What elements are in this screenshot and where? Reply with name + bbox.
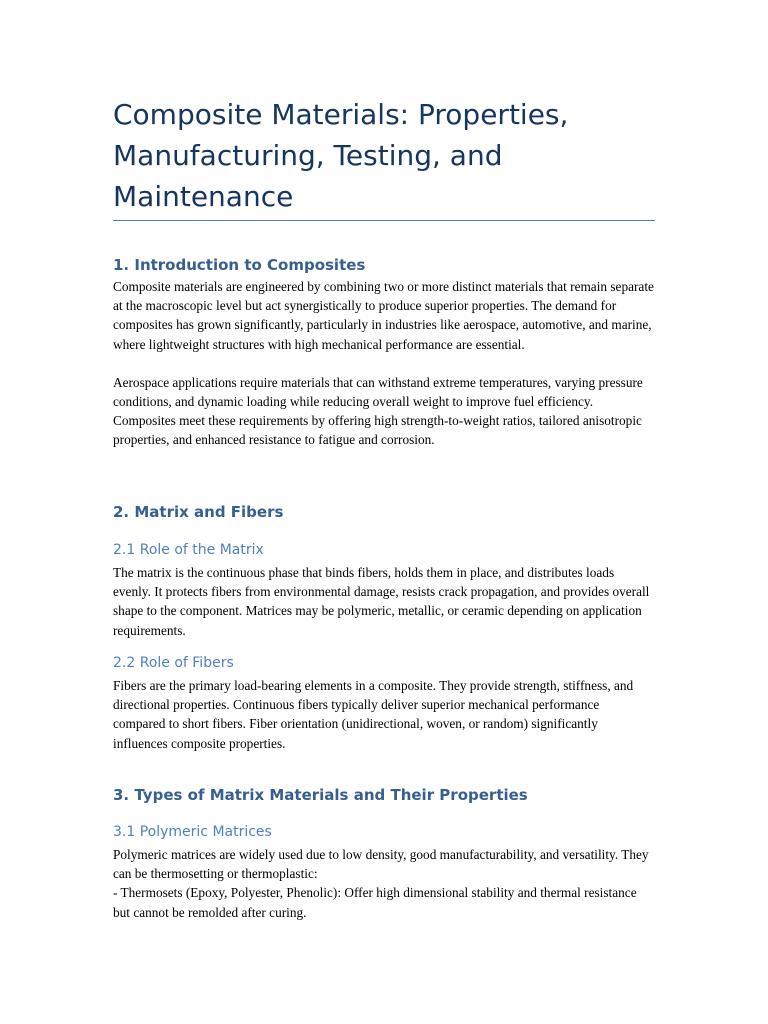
paragraph: The matrix is the continuous phase that binds fibers, holds them in place, and distributes loads evenly. It protects fibers from environmental damage, resists crack propagation, and provides overall shape to the component. Matrices may be polymeric, metallic, or ceramic depending on application requirements. [113,565,650,638]
paragraph: Polymeric matrices are widely used due to low density, good manufacturability, and versatility. They can be thermosetting or thermoplastic: [113,847,649,882]
paragraph: Aerospace applications require materials that can withstand extreme temperatures, varying pressure conditions, and dynamic loading while reducing overall weight to improve fuel efficiency. Composites meet these requirements by offering high strength-to-weight ratios, tailored anisotropic properties, and enhanced resistance to fatigue and corrosion. [113,374,643,448]
section-heading: 2. Matrix and Fibers [113,503,284,521]
section-matrix-and-fibers [113,502,655,522]
section-matrix-types [113,785,655,805]
subsection-polymeric-matrices [113,823,655,922]
subsection-role-of-fibers [113,654,655,753]
title-divider [113,220,655,221]
list-item: - Thermosets (Epoxy, Polyester, Phenolic): Offer high dimensional stability and thermal resistance but cannot be remolded after curing. [113,885,637,920]
paragraph: Fibers are the primary load-bearing elements in a composite. They provide strength, stiffness, and directional properties. Continuous fibers typically deliver superior mechanical performance compared to short fibers. Fiber orientation (unidirectional, woven, or random) significantly influences composite properties. [113,678,634,751]
subsection-heading: 2.2 Role of Fibers [113,655,234,671]
section-introduction [113,255,655,450]
section-heading: 1. Introduction to Composites [113,256,366,274]
subsection-heading: 3.1 Polymeric Matrices [113,824,272,840]
document-title: Composite Materials: Properties, Manufacturing, Testing, and Maintenance [113,98,569,213]
subsection-role-of-matrix [113,541,655,640]
section-heading: 3. Types of Matrix Materials and Their Properties [113,786,528,804]
subsection-heading: 2.1 Role of the Matrix [113,542,264,558]
paragraph: Composite materials are engineered by combining two or more distinct materials that remain separate at the macroscopic level but act synergistically to produce superior properties. The demand for composites has grown significantly, particularly in industries like aerospace, automotive, and marine, where lightweight structures with high mechanical performance are essential. [113,279,654,352]
